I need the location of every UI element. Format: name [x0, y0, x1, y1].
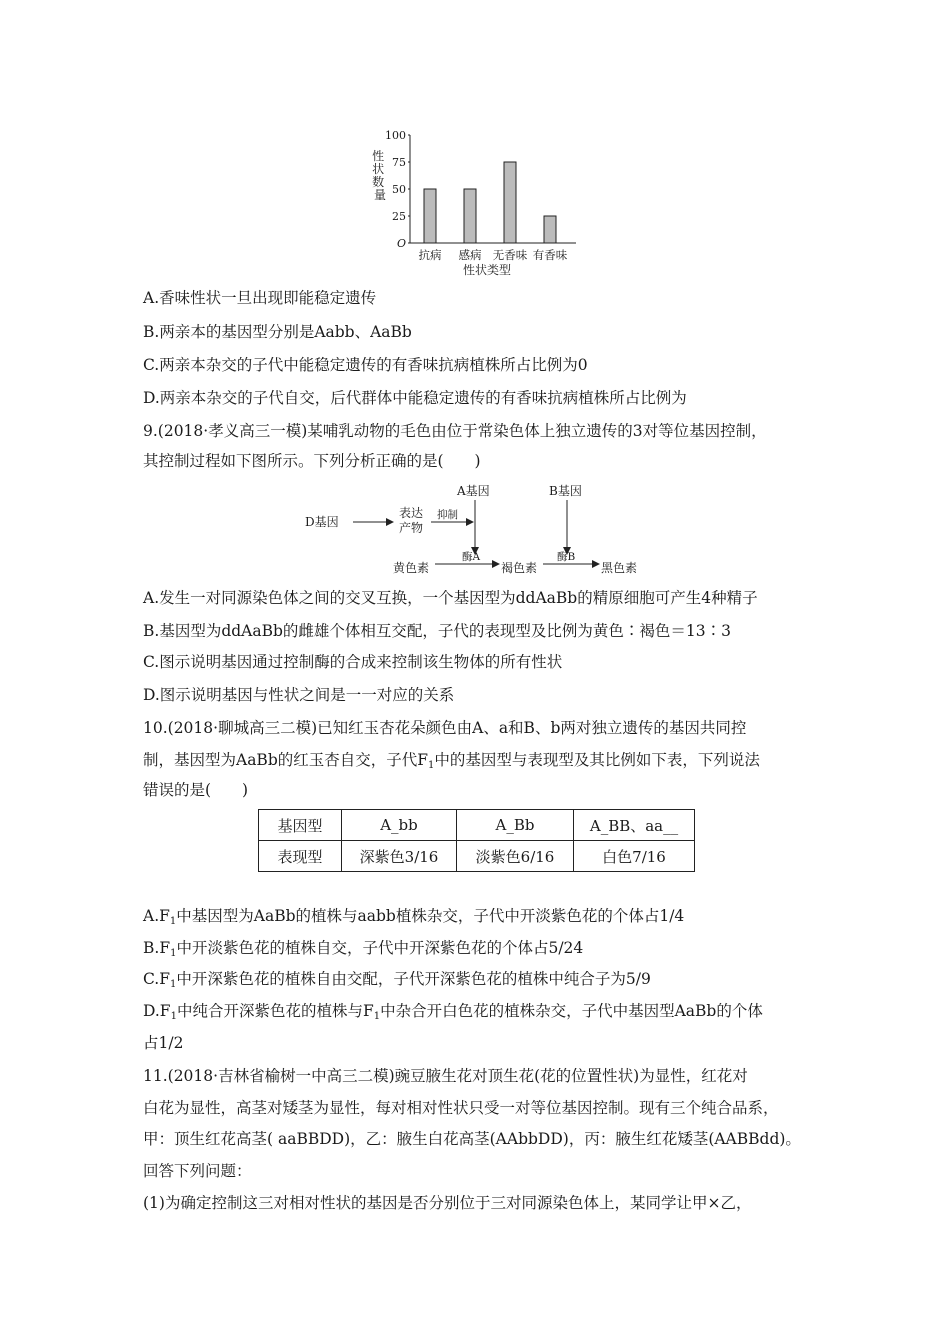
subscript: 1 [428, 760, 435, 771]
x-tick-label: 有香味 [532, 248, 568, 262]
y-tick-label: 100 [385, 129, 406, 142]
q8-option-c: C.两亲本杂交的子代中能稳定遗传的有香味抗病植株所占比例为0 [143, 356, 588, 374]
pigment-pathway-diagram [305, 480, 665, 580]
expression-product-label-2: 产物 [399, 521, 424, 535]
option-text: 中基因型为AaBb的植株与aabb植株杂交，子代中开淡紫色花的个体占1/4 [176, 907, 685, 925]
q8-option-d: D.两亲本杂交的子代自交，后代群体中能稳定遗传的有香味抗病植株所占比例为 [143, 389, 687, 407]
q9-option-b: B.基因型为ddAaBb的雌雄个体相互交配，子代的表现型及比例为黄色∶褐色＝13∶3 [143, 622, 731, 640]
bar [544, 216, 556, 243]
q9-stem-cont: 其控制过程如下图所示。下列分析正确的是( ) [143, 452, 481, 470]
table-cell: 深紫色3/16 [342, 841, 457, 872]
trait-bar-chart [360, 125, 600, 285]
y-axis-title [372, 148, 388, 202]
yellow-pigment-label: 黄色素 [393, 561, 430, 575]
option-text: 中开深紫色花的植株自由交配，子代开深紫色花的植株中纯合子为5/9 [176, 970, 651, 988]
expression-product-label: 表达 [399, 506, 424, 520]
y-tick-label: 75 [392, 156, 406, 169]
b-gene-label: B基因 [549, 484, 582, 498]
q9-option-c: C.图示说明基因通过控制酶的合成来控制该生物体的所有性状 [143, 653, 563, 671]
a-gene-label: A基因 [457, 484, 490, 498]
q10-stem-cont [143, 750, 760, 776]
y-axis-title-char: 状 [372, 162, 385, 176]
table-cell: 表现型 [259, 841, 342, 872]
subscript: 1 [170, 1011, 177, 1022]
subscript: 1 [170, 979, 177, 990]
q11-stem: 11.(2018·吉林省榆树一中高三二模)豌豆腋生花对顶生花(花的位置性状)为显性，红花对 [143, 1067, 748, 1085]
q10-stem-text: 制，基因型为AaBb的红玉杏自交，子代F [143, 751, 429, 769]
table-cell: A_bb [342, 810, 457, 841]
q10-stem: 10.(2018·聊城高三二模)已知红玉杏花朵颜色由A、a和B、b两对独立遗传的基因共同控 [143, 719, 747, 737]
option-text: 中开淡紫色花的植株自交，子代中开深紫色花的个体占5/24 [176, 939, 584, 957]
y-axis-title-char: 量 [373, 188, 387, 202]
table-cell: 白色7/16 [574, 841, 695, 872]
bar [464, 189, 476, 243]
option-text: D.F [143, 1002, 171, 1020]
q9-option-a: A.发生一对同源染色体之间的交叉互换，一个基因型为ddAaBb的精原细胞可产生4种精子 [143, 589, 758, 607]
x-tick-label: 抗病 [418, 248, 442, 262]
y-tick-label: O [396, 237, 406, 250]
y-tick-label: 25 [392, 210, 406, 223]
q10-option-b [143, 938, 583, 964]
x-tick-label: 感病 [458, 248, 482, 262]
q11-part1: (1)为确定控制这三对相对性状的基因是否分别位于三对同源染色体上，某同学让甲×乙， [143, 1194, 752, 1212]
x-tick-label: 无香味 [492, 248, 528, 262]
option-text: A.F [143, 907, 170, 925]
option-text: 中杂合开白色花的植株杂交，子代中基因型AaBb的个体 [380, 1002, 763, 1020]
subscript: 1 [373, 1011, 381, 1022]
option-text: 中纯合开深紫色花的植株与F [176, 1002, 374, 1020]
table-cell: 基因型 [259, 810, 342, 841]
bar [424, 189, 436, 243]
q11-stem-cont: 白花为显性，高茎对矮茎为显性，每对相对性状只受一对等位基因控制。现有三个纯合品系， [143, 1099, 779, 1117]
q10-option-a [143, 906, 684, 932]
y-axis-title-char: 数 [372, 175, 385, 189]
q10-stem-end: 错误的是( ) [143, 781, 249, 799]
enzyme-b-label: 酶B [557, 551, 576, 563]
table-row [259, 841, 695, 872]
x-axis-title: 性状类型 [462, 263, 512, 277]
table-cell: A_Bb [457, 810, 574, 841]
q8-option-a: A.香味性状一旦出现即能稳定遗传 [143, 289, 377, 307]
q11-prompt: 回答下列问题： [143, 1162, 252, 1180]
genotype-phenotype-table [258, 809, 695, 872]
q10-option-d-cont: 占1/2 [143, 1034, 184, 1052]
q10-option-c [143, 969, 651, 995]
black-pigment-label: 黑色素 [601, 561, 638, 575]
y-axis-title-char: 性 [372, 149, 385, 163]
table-row [259, 810, 695, 841]
subscript: 1 [170, 948, 177, 959]
q9-stem: 9.(2018·孝义高三一模)某哺乳动物的毛色由位于常染色体上独立遗传的3对等位基因控制， [143, 422, 767, 440]
q11-strains: 甲：顶生红花高茎( aaBBDD)，乙：腋生白花高茎(AAbbDD)，丙：腋生红花矮茎(AABBdd)。 [143, 1130, 801, 1148]
q8-option-b: B.两亲本的基因型分别是Aabb、AaBb [143, 323, 412, 341]
subscript: 1 [169, 916, 177, 927]
bar [504, 162, 516, 243]
inhibit-label: 抑制 [437, 509, 458, 521]
option-text: B.F [143, 939, 171, 957]
d-gene-label: D基因 [305, 515, 339, 529]
brown-pigment-label: 褐色素 [501, 561, 538, 575]
table-cell: 淡紫色6/16 [457, 841, 574, 872]
enzyme-a-label: 酶A [462, 551, 481, 563]
q10-stem-text: 中的基因型与表现型及其比例如下表，下列说法 [434, 751, 760, 769]
q10-option-d [143, 1001, 763, 1027]
y-tick-label: 50 [392, 183, 406, 196]
table-cell: A_BB、aa__ [574, 810, 695, 841]
option-text: C.F [143, 970, 170, 988]
q9-option-d: D.图示说明基因与性状之间是一一对应的关系 [143, 686, 455, 704]
